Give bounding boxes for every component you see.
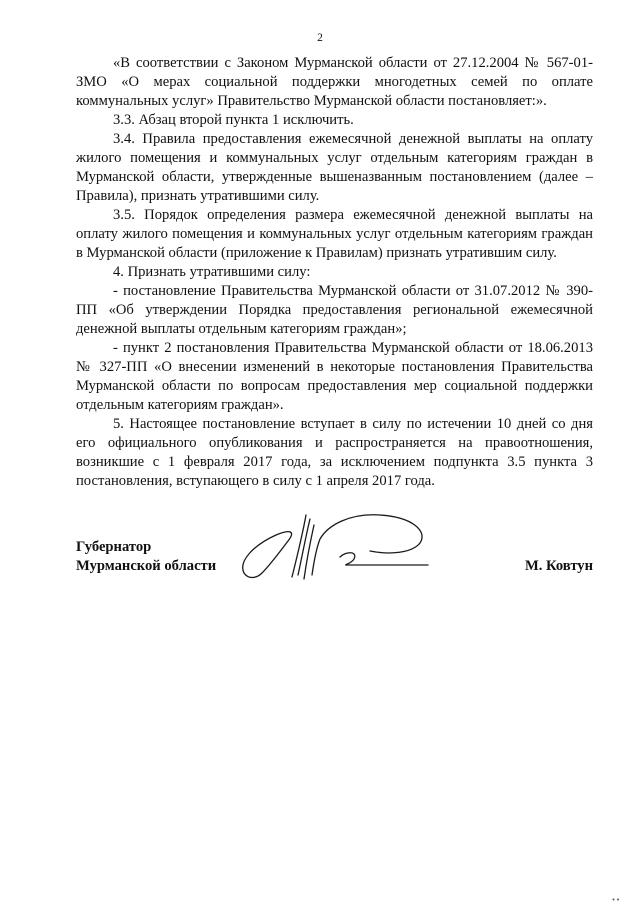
signatory-name: М. Ковтун — [524, 558, 593, 574]
paragraph-preamble: «В соответствии с Законом Мурманской области от 27.12.2004 № 567-01-ЗМО «О мерах социальной поддержки многодетных семей по оплате коммунальных услуг» Правительство Мурманской области постановляет:». — [76, 55, 593, 109]
paragraph-5: 5. Настоящее постановление вступает в силу по истечении 10 дней со дня его официального опубликования и распространяется на правоотношения, возникшие с 1 февраля 2017 года, за исключением подпункта 3.5 пункта 3 постановления, вступающего в силу с 1 апреля 2017 года. — [76, 416, 593, 489]
paragraph-4-item-1: - постановление Правительства Мурманской области от 31.07.2012 № 390-ПП «Об утверждении Порядка предоставления региональной ежемесячной денежной выплаты отдельным категориям граждан»; — [76, 283, 593, 337]
corner-mark — [612, 898, 620, 901]
paragraph-3-3: 3.3. Абзац второй пункта 1 исключить. — [113, 112, 354, 128]
paragraph-4: 4. Признать утратившими силу: — [113, 264, 311, 280]
handwritten-signature — [240, 505, 440, 585]
paragraph-4-item-2: - пункт 2 постановления Правительства Мурманской области от 18.06.2013 № 327-ПП «О внесении изменений в некоторые постановления Правительства Мурманской области по вопросам предоставления мер социальной поддержки отдельным категориям граждан». — [76, 340, 593, 413]
signatory-title-line1: Губернатор — [76, 539, 152, 555]
paragraph-3-4: 3.4. Правила предоставления ежемесячной денежной выплаты на оплату жилого помещения и коммунальных услуг отдельным категориям граждан в Мурманской области, утвержденные вышеназванным постановлением (далее – Правила), признать утратившими силу. — [76, 131, 593, 204]
paragraph-3-5: 3.5. Порядок определения размера ежемесячной денежной выплаты на оплату жилого помещения и коммунальных услуг отдельным категориям граждан в Мурманской области (приложение к Правилам) признать утратившим силу. — [76, 207, 593, 261]
signatory-title-line2: Мурманской области — [76, 558, 217, 574]
document-body — [76, 54, 593, 491]
page-number: 2 — [317, 32, 323, 44]
